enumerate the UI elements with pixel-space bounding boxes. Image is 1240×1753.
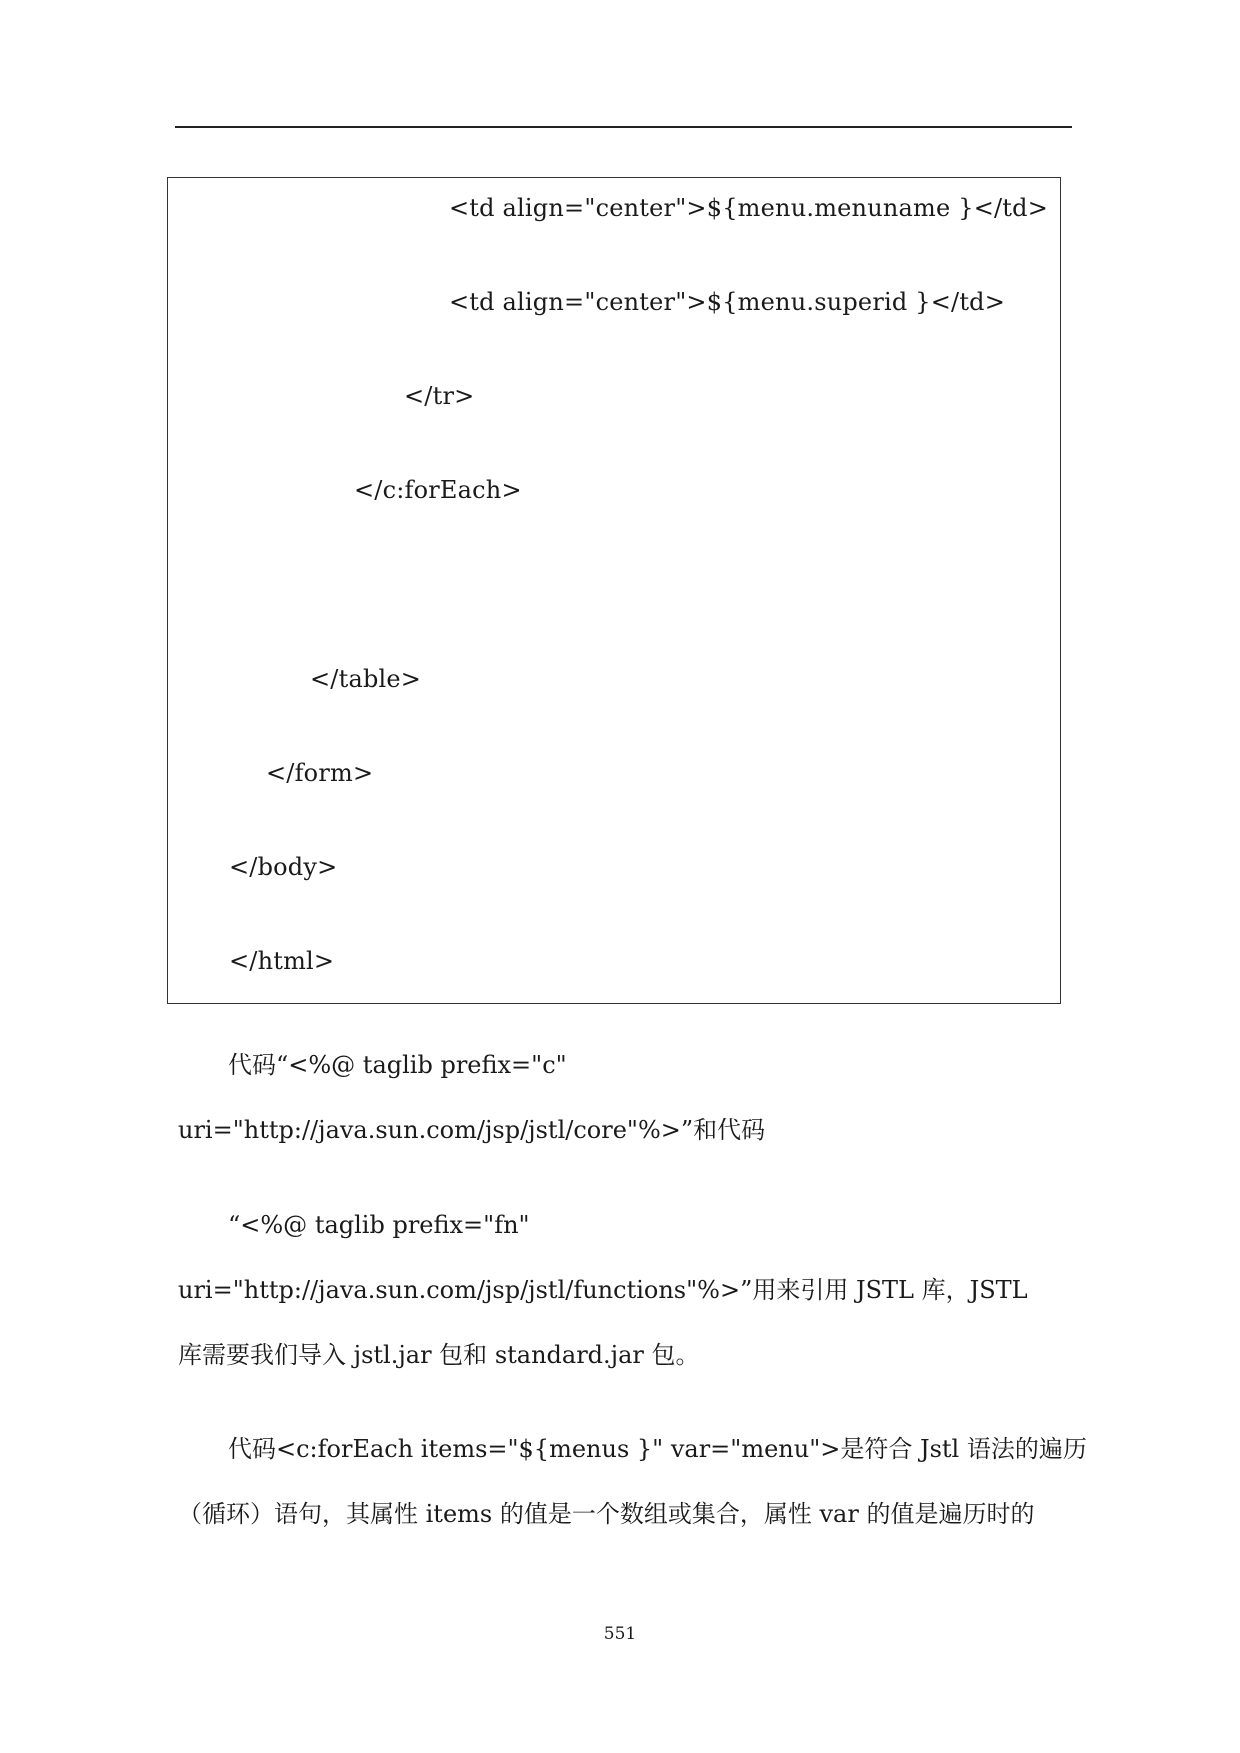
code-line: <td align="center">${menu.menuname }</td> [449,194,1049,222]
code-line: <td align="center">${menu.superid }</td> [449,288,1006,316]
paragraph-line: uri="http://java.sun.com/jsp/jstl/core"%>”和代码 [178,1116,766,1144]
paragraph-line: uri="http://java.sun.com/jsp/jstl/functions"%>”用来引用 JSTL 库，JSTL [178,1276,1028,1304]
paragraph-line: 代码“<%@ taglib prefix="c" [228,1051,567,1079]
page-number: 551 [603,1624,637,1644]
paragraph-line: 代码<c:forEach items="${menus }" var="menu">是符合 Jstl 语法的遍历 [228,1435,1087,1463]
code-line: </c:forEach> [354,476,522,504]
code-listing-box [167,177,1061,1004]
code-line: </form> [266,759,374,787]
code-line: </table> [310,665,422,693]
paragraph-line: “<%@ taglib prefix="fn" [228,1211,530,1239]
paragraph-line: 库需要我们导入 jstl.jar 包和 standard.jar 包。 [178,1341,700,1369]
header-rule [175,126,1072,128]
paragraph-line: （循环）语句，其属性 items 的值是一个数组或集合，属性 var 的值是遍历时的 [178,1500,1035,1528]
code-line: </body> [229,853,338,881]
code-line: </tr> [404,382,475,410]
code-line: </html> [229,947,335,975]
